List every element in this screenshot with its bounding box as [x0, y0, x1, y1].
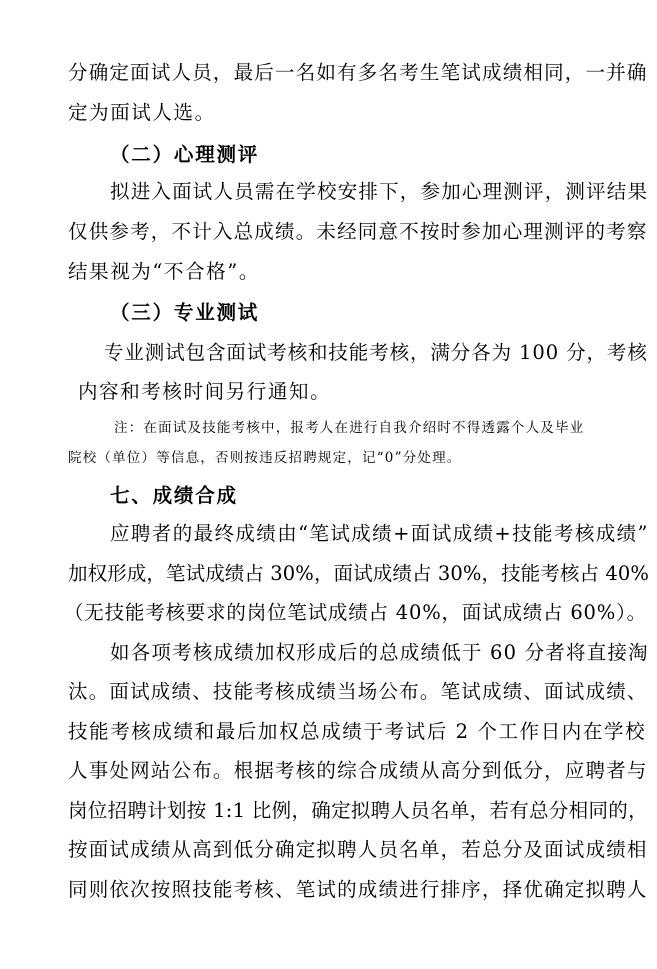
scores-p2-line-1: 如各项考核成绩加权形成后的总成绩低于 60 分者将直接淘 [110, 641, 649, 664]
psych-line-3: 结果视为“不合格”。 [68, 260, 260, 283]
professional-note-line-1: 注：在面试及技能考核中，报考人在进行自我介绍时不得透露个人及毕业 [114, 420, 585, 436]
scores-p2-line-3: 技能考核成绩和最后加权总成绩于考试后 2 个工作日内在学校 [68, 720, 647, 743]
professional-note-line-2: 院校（单位）等信息，否则按违反招聘规定，记“0”分处理。 [68, 450, 462, 466]
scores-p2-line-7: 同则依次按照技能考核、笔试的成绩进行排序，择优确定拟聘人 [68, 878, 648, 901]
psych-line-1: 拟进入面试人员需在学校安排下，参加心理测评，测评结果 [110, 180, 649, 203]
intro-line-1: 分确定面试人员，最后一名如有多名考生笔试成绩相同，一并确 [68, 61, 648, 84]
scores-p2-line-5: 岗位招聘计划按 1:1 比例，确定拟聘人员名单，若有总分相同的， [68, 799, 648, 822]
psych-line-2: 仅供参考，不计入总成绩。未经同意不按时参加心理测评的考察 [68, 220, 648, 243]
professional-line-1: 专业测试包含面试考核和技能考核，满分各为 100 分，考核 [104, 341, 648, 364]
scores-p1-line-1: 应聘者的最终成绩由“笔试成绩+面试成绩+技能考核成绩” [110, 522, 649, 545]
scores-p1-line-3: （无技能考核要求的岗位笔试成绩占 40%，面试成绩占 60%）。 [64, 601, 647, 624]
scores-p2-line-4: 人事处网站公布。根据考核的综合成绩从高分到低分，应聘者与 [68, 759, 648, 782]
scores-p2-line-2: 汰。面试成绩、技能考核成绩当场公布。笔试成绩、面试成绩、 [68, 680, 648, 703]
scores-p1-line-2: 加权形成，笔试成绩占 30%，面试成绩占 30%，技能考核占 40% [68, 562, 650, 585]
section-heading-professional-test: （三）专业测试 [110, 301, 260, 324]
intro-line-2: 定为面试人选。 [68, 101, 216, 124]
section-heading-score-composition: 七、成绩合成 [110, 484, 238, 507]
section-heading-psych-test: （二）心理测评 [110, 143, 260, 166]
professional-line-2: 内容和考核时间另行通知。 [78, 380, 332, 403]
scores-p2-line-6: 按面试成绩从高到低分确定拟聘人员名单，若总分及面试成绩相 [68, 838, 648, 861]
